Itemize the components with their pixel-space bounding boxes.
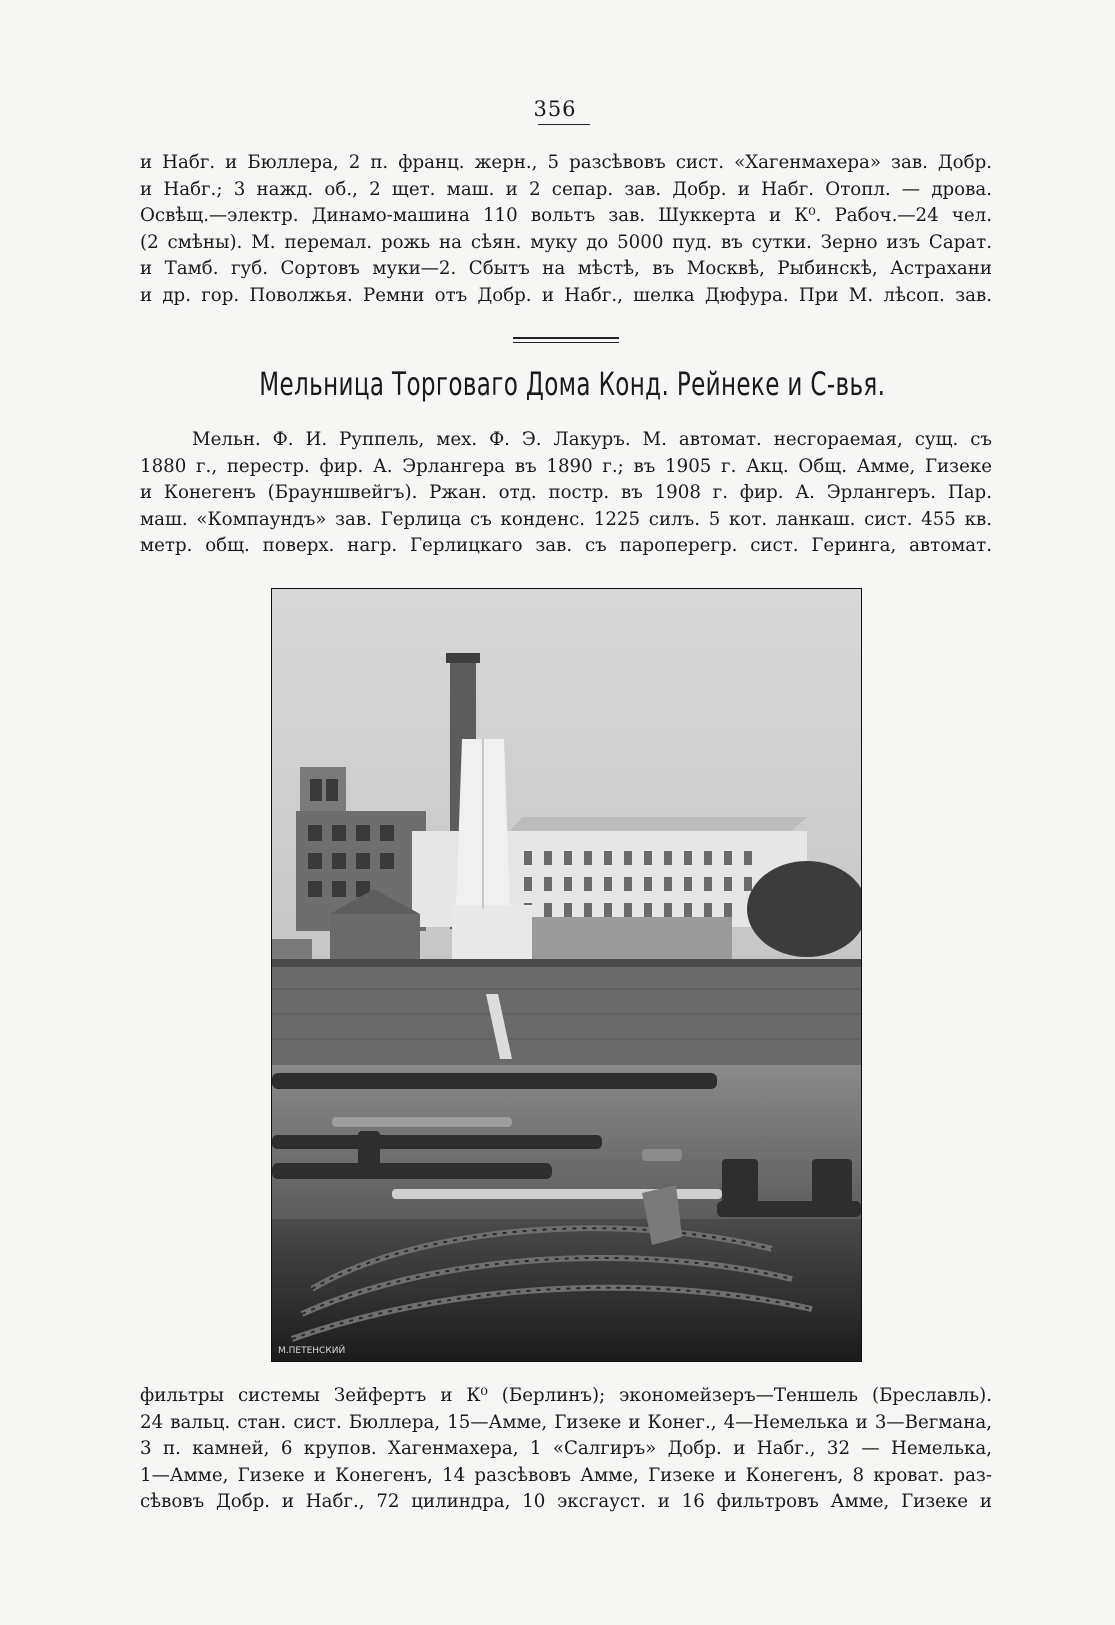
page-number: 356 — [533, 97, 577, 121]
section-paragraph-2 — [140, 1383, 992, 1516]
paragraph-line: 1—Амме, Гизеке и Конегенъ, 14 разсѣвовъ Амме, Гизеке и Конегенъ, 8 кроват. раз- — [140, 1464, 992, 1486]
mill-photograph — [271, 588, 862, 1362]
intro-line: и др. гор. Поволжья. Ремни отъ Добр. и Набг., шелка Дюфура. При М. лѣсоп. зав. — [140, 284, 992, 306]
paragraph-line: метр. общ. поверх. нагр. Герлицкаго зав. съ пароперегр. сист. Геринга, автомат. — [140, 535, 992, 557]
paragraph-line: Мельн. Ф. И. Руппель, мех. Ф. Э. Лакуръ. М. автомат. несгораемая, сущ. съ — [192, 429, 992, 450]
intro-line: (2 смѣны). М. перемал. рожь на сѣян. муку до 5000 пуд. въ сутки. Зерно изъ Сарат. — [140, 231, 992, 253]
intro-paragraph — [140, 150, 992, 310]
intro-line: Освѣщ.—электр. Динамо-машина 110 вольтъ зав. Шуккерта и К⁰. Рабоч.—24 чел. — [140, 205, 992, 227]
page-number-underline — [538, 124, 590, 125]
paragraph-line: 1880 г., перестр. фир. А. Эрлангера въ 1890 г.; въ 1905 г. Акц. Общ. Амме, Гизеке — [140, 455, 992, 477]
section-separator — [513, 337, 619, 346]
intro-line: и Тамб. губ. Сортовъ муки—2. Сбытъ на мѣстѣ, въ Москвѣ, Рыбинскѣ, Астрахани — [140, 258, 992, 280]
paragraph-line: и Конегенъ (Брауншвейгъ). Ржан. отд. постр. въ 1908 г. фир. А. Эрлангеръ. Пар. — [140, 482, 992, 504]
paragraph-line: 24 вальц. стан. сист. Бюллера, 15—Амме, Гизеке и Конег., 4—Немелька и 3—Вегмана, — [140, 1411, 992, 1433]
intro-line: и Набг. и Бюллера, 2 п. франц. жерн., 5 разсѣвовъ сист. «Хагенмахера» зав. Добр. — [140, 152, 992, 173]
paragraph-line: маш. «Компаундъ» зав. Герлица съ конденс. 1225 силъ. 5 кот. ланкаш. сист. 455 кв. — [140, 508, 992, 530]
paragraph-line: 3 п. камней, 6 крупов. Хагенмахера, 1 «Салгиръ» Добр. и Набг., 32 — Немелька, — [140, 1438, 992, 1460]
section-paragraph-1 — [140, 427, 992, 560]
intro-line: и Набг.; 3 нажд. об., 2 щет. маш. и 2 сепар. зав. Добр. и Набг. Отопл. — дрова. — [140, 178, 992, 200]
paragraph-line: сѣвовъ Добр. и Набг., 72 цилиндра, 10 эксгауст. и 16 фильтровъ Амме, Гизеке и — [140, 1491, 992, 1513]
photographer-signature: М.ПЕТЕНСКИЙ — [278, 1346, 346, 1356]
paragraph-line: фильтры системы Зейфертъ и К⁰ (Берлинъ); экономейзеръ—Теншель (Бреславль). — [140, 1385, 992, 1406]
section-title: Мельница Торговаго Дома Конд. Рейнеке и С-вья. — [259, 365, 886, 403]
